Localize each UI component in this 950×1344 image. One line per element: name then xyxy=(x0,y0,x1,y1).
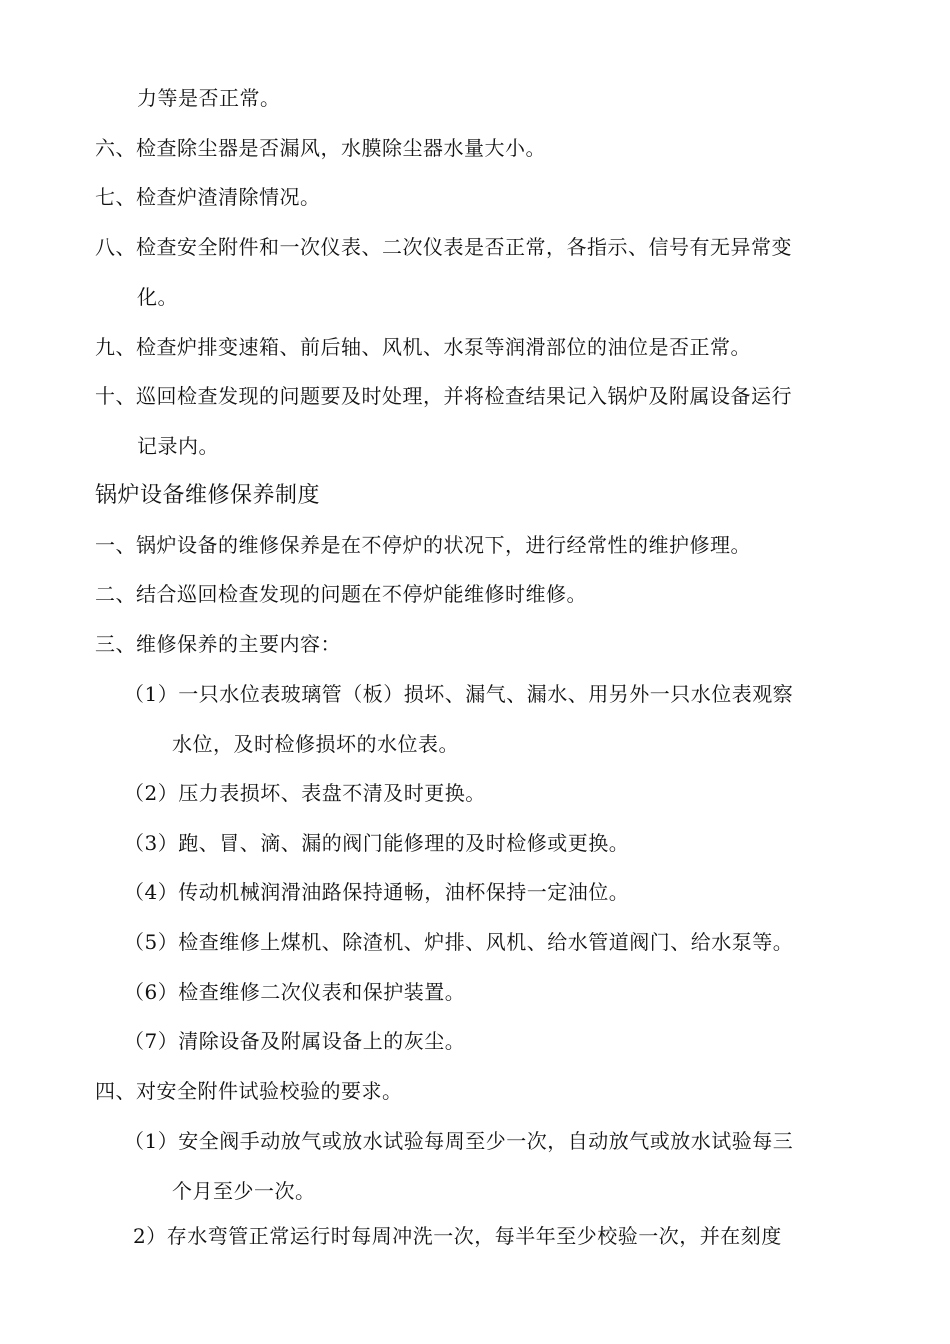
text-line: （5）检查维修上煤机、除渣机、炉排、风机、给水管道阀门、给水泵等。 xyxy=(124,930,794,954)
text-line: 七、检查炉渣清除情况。 xyxy=(95,185,321,209)
text-line: （6）检查维修二次仪表和保护装置。 xyxy=(124,980,466,1004)
text-line: （7）清除设备及附属设备上的灰尘。 xyxy=(124,1029,466,1053)
text-line: 六、检查除尘器是否漏风，水膜除尘器水量大小。 xyxy=(95,136,546,160)
text-line: 一、锅炉设备的维修保养是在不停炉的状况下，进行经常性的维护修理。 xyxy=(95,533,751,557)
section-heading: 锅炉设备维修保养制度 xyxy=(95,483,321,508)
text-line: 八、检查安全附件和一次仪表、二次仪表是否正常，各指示、信号有无异常变 xyxy=(95,235,792,259)
text-line: 力等是否正常。 xyxy=(137,86,281,110)
text-line: 化。 xyxy=(137,285,178,309)
text-line: 水位，及时检修损坏的水位表。 xyxy=(172,732,459,756)
text-line: （1）一只水位表玻璃管（板）损坏、漏气、漏水、用另外一只水位表观察 xyxy=(124,682,794,706)
text-line: （3）跑、冒、滴、漏的阀门能修理的及时检修或更换。 xyxy=(124,831,630,855)
text-line: 2）存水弯管正常运行时每周冲洗一次，每半年至少校验一次，并在刻度 xyxy=(133,1224,782,1248)
text-line: 四、对安全附件试验校验的要求。 xyxy=(95,1079,403,1103)
text-line: 记录内。 xyxy=(137,434,219,458)
text-line: 二、结合巡回检查发现的问题在不停炉能维修时维修。 xyxy=(95,582,587,606)
text-line: 九、检查炉排变速箱、前后轴、风机、水泵等润滑部位的油位是否正常。 xyxy=(95,335,751,359)
text-line: 三、维修保养的主要内容： xyxy=(95,632,341,656)
text-line: 十、巡回检查发现的问题要及时处理，并将检查结果记入锅炉及附属设备运行 xyxy=(95,384,792,408)
text-line: （4）传动机械润滑油路保持通畅，油杯保持一定油位。 xyxy=(124,880,630,904)
text-line: （1）安全阀手动放气或放水试验每周至少一次，自动放气或放水试验每三 xyxy=(124,1129,794,1153)
text-line: （2）压力表损坏、表盘不清及时更换。 xyxy=(124,781,486,805)
text-line: 个月至少一次。 xyxy=(172,1179,316,1203)
